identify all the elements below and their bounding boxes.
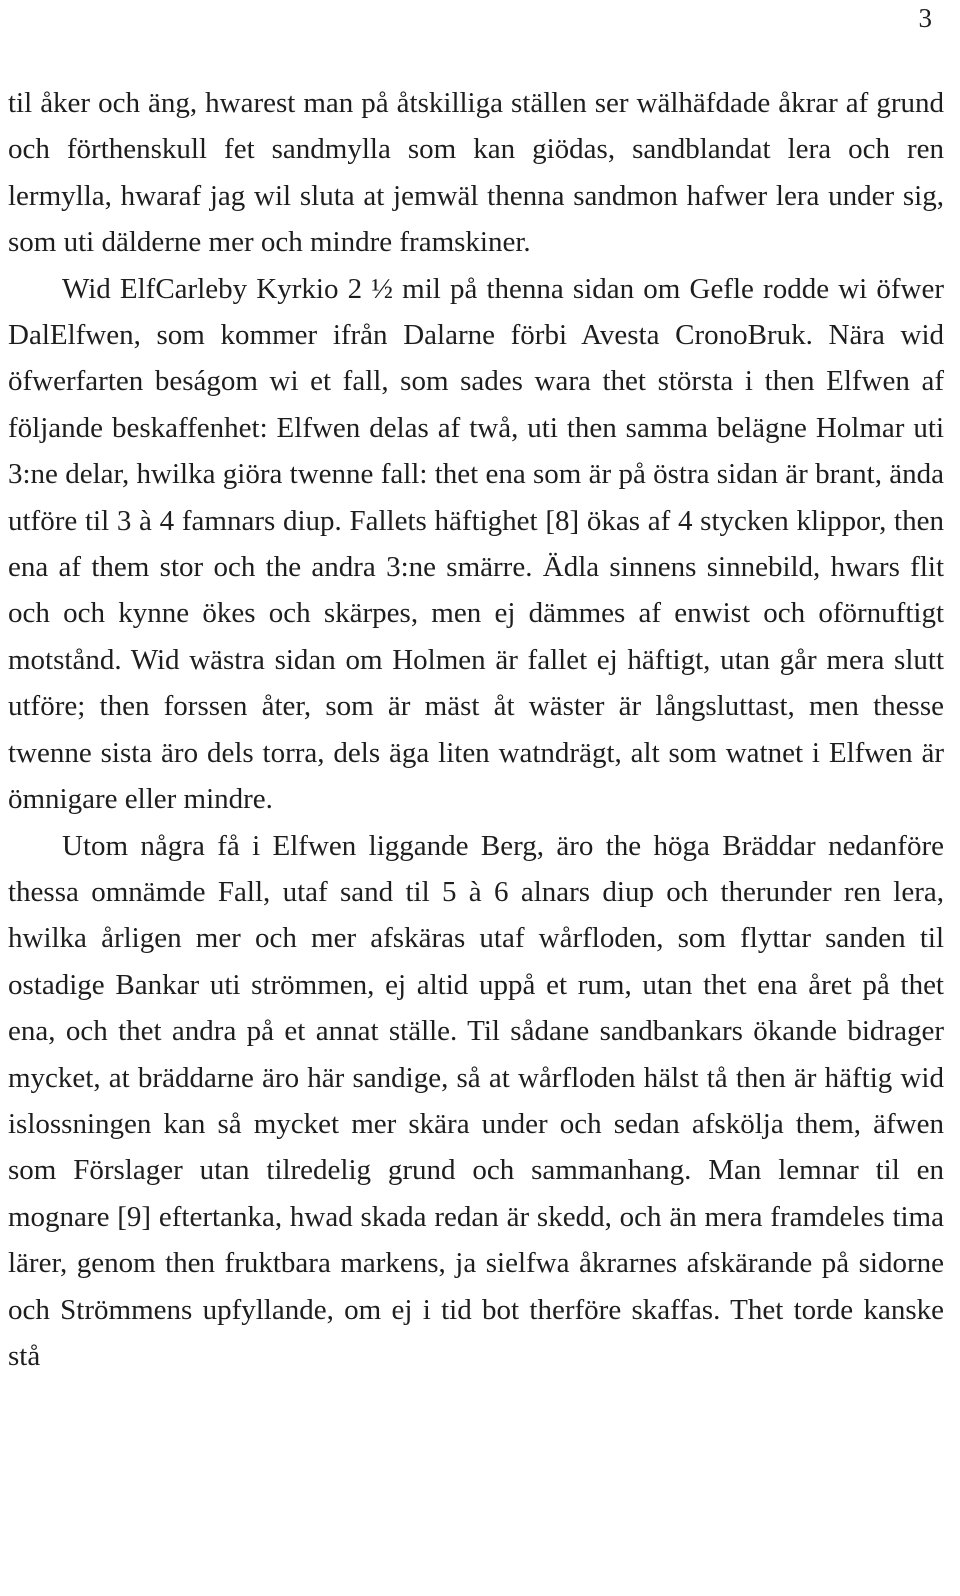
paragraph-3: Utom några få i Elfwen liggande Berg, äro the höga Bräddar nedanföre thessa omnämde Fall, utaf sand til 5 à 6 alnars diup och therunder ren lera, hwilka årligen mer och mer afskäras utaf wårfloden, som flyttar sanden til ostadige Bankar uti strömmen, ej altid uppå et rum, utan thet ena året på thet ena, och thet andra på et annat ställe. Til sådane sandbankars ökande bidrager mycket, at bräddarne äro här sandige, så at wårfloden hälst tå then är häftig wid islossningen kan så mycket mer skära under och sedan afskölja them, äfwen som Förslager utan tilredelig grund och sammanhang. Man lemnar til en mognare [9] eftertanka, hwad skada redan är skedd, och än mera framdeles tima lärer, genom then fruktbara markens, ja sielfwa åkrarnes afskärande på sidorne och Strömmens upfyllande, om ej i tid bot therföre skaffas. Thet torde kanske stå <box>8 829 944 1372</box>
paragraph-2: Wid ElfCarleby Kyrkio 2 ½ mil på thenna sidan om Gefle rodde wi öfwer DalElfwen, som kommer ifrån Dalarne förbi Avesta CronoBruk. Nära wid öfwerfarten beságom wi et fall, som sades wara thet största i then Elfwen af följande beskaffenhet: Elfwen delas af twå, uti then samma belägne Holmar uti 3:ne delar, hwilka giöra twenne fall: thet ena som är på östra sidan är brant, ända utföre til 3 à 4 famnars diup. Fallets häftighet [8] ökas af 4 stycken klippor, then ena af them stor och the andra 3:ne smärre. Ädla sinnens sinnebild, hwars flit och och kynne ökes och skärpes, men ej dämmes af enwist och oförnuftigt motstånd. Wid wästra sidan om Holmen är fallet ej häftigt, utan går mera slutt utföre; then forssen åter, som är mäst åt wäster är långsluttast, men thesse twenne sista äro dels torra, dels äga liten watndrägt, alt som watnet i Elfwen är ömnigare eller mindre. <box>8 272 944 816</box>
body-text <box>8 80 944 1379</box>
paragraph-1: til åker och äng, hwarest man på åtskilliga ställen ser wälhäfdade åkrar af grund och förthenskull fet sandmylla som kan giödas, sandblandat lera och ren lermylla, hwaraf jag wil sluta at jemwäl thenna sandmon hafwer lera under sig, som uti dälderne mer och mindre framskiner. <box>8 87 944 259</box>
page-number: 3 <box>918 3 932 33</box>
